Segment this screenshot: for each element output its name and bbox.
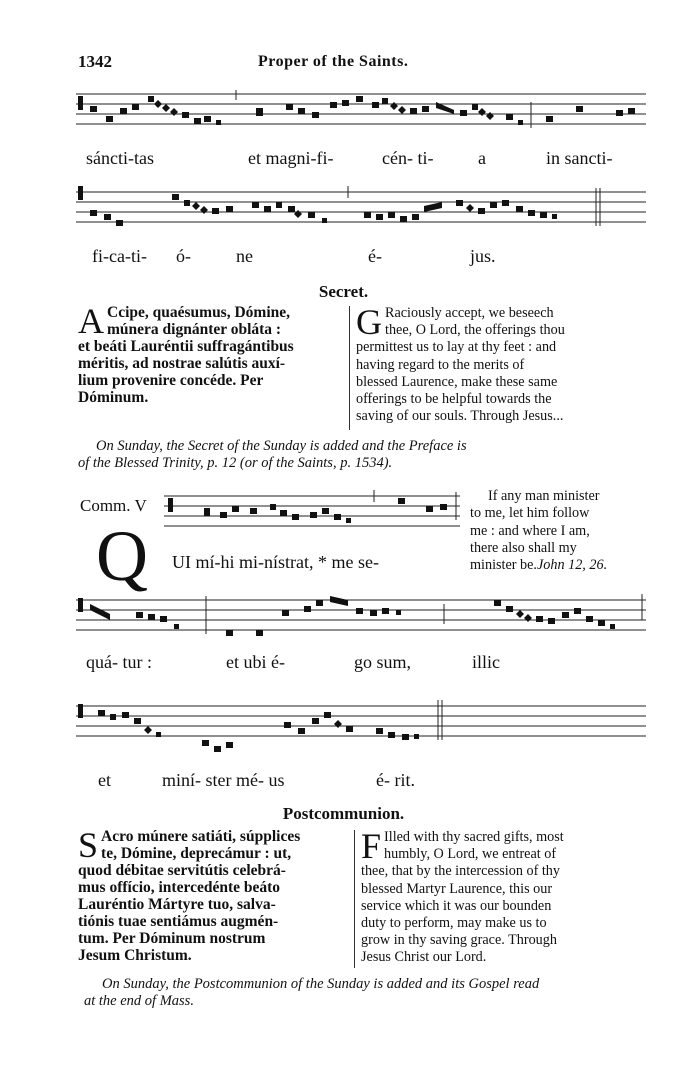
running-title: Proper of the Saints.: [258, 53, 409, 70]
english-line: thee, that by the intercession of thy: [361, 863, 560, 880]
communion-label: Comm. V: [80, 496, 147, 515]
english-line: humbly, O Lord, we entreat of: [384, 846, 557, 863]
secret-english: [356, 302, 646, 425]
english-line: permittest us to lay at thy feet : and: [356, 339, 557, 356]
postcommunion-english: [361, 826, 647, 967]
rubric-secret: [78, 438, 646, 472]
latin-line: Lauréntio Mártyre tuo, salva-: [78, 896, 276, 913]
english-line: thee, O Lord, the offerings thou: [385, 322, 565, 339]
english-line: blessed Laurence, make these same: [356, 373, 558, 390]
chant-staff-3: [76, 590, 646, 646]
chant-syllable: ó-: [176, 246, 191, 266]
english-line: having regard to the merits of: [356, 356, 525, 373]
latin-line: méritis, ad nostrae salútis auxí-: [78, 355, 286, 372]
page-number: 1342: [78, 52, 112, 71]
drop-cap: S: [78, 825, 99, 865]
latin-line: lium provenire concéde. Per: [78, 372, 264, 389]
rubric-line: at the end of Mass.: [84, 993, 194, 1009]
chant-staff-4: [76, 696, 646, 760]
english-line: [470, 557, 646, 574]
latin-line: Ccipe, quaésumus, Dómine,: [107, 304, 291, 321]
drop-cap: F: [361, 826, 382, 866]
latin-line: tum. Per Dóminum nostrum: [78, 930, 266, 947]
chant-syllable: in sancti-: [546, 148, 613, 168]
english-line: offerings to be helpful towards the: [356, 391, 552, 408]
latin-line: múnera dignánter obláta :: [107, 321, 282, 338]
chant-syllable: et ubi é-: [226, 652, 285, 672]
english-line: saving of our souls. Through Jesus...: [356, 408, 564, 425]
postcommunion-latin: [78, 825, 348, 964]
chant-syllable: cén- ti-: [382, 148, 434, 168]
scripture-reference: John 12, 26.: [536, 557, 608, 574]
english-line: blessed Martyr Laurence, this our: [361, 880, 553, 897]
chant-syllable: et: [98, 770, 111, 790]
drop-cap: A: [78, 301, 104, 341]
english-line: Illed with thy sacred gifts, most: [384, 829, 564, 845]
communion-initial: Q: [96, 516, 148, 596]
secret-latin: [78, 301, 342, 406]
chant-syllable: jus.: [470, 246, 496, 266]
chant-staff-2: [76, 180, 646, 240]
english-line: If any man minister: [488, 488, 600, 504]
rubric-postcommunion: [84, 976, 650, 1010]
english-line: to me, let him follow: [470, 505, 590, 522]
column-divider: [354, 830, 355, 968]
rubric-line: On Sunday, the Postcommunion of the Sunday is added and its Gospel read: [102, 976, 540, 992]
latin-line: tiónis tuae sentiámus augmén-: [78, 913, 279, 930]
chant-syllable: fi-ca-ti-: [92, 246, 147, 266]
latin-line: Acro múnere satiáti, súpplices: [101, 828, 301, 845]
chant-syllable: go sum,: [354, 652, 412, 672]
chant-syllable: ne: [236, 246, 253, 266]
english-line: there also shall my: [470, 539, 577, 556]
latin-line: mus offício, intercedénte beáto: [78, 879, 281, 896]
chant-staff-communion: [164, 488, 460, 542]
rubric-line: of the Blessed Trinity, p. 12 (or of the Saints, p. 1534).: [78, 455, 393, 471]
english-line-end: minister be.: [470, 557, 537, 574]
chant-syllable: miní- ster mé- us: [162, 770, 285, 790]
secret-heading: Secret.: [318, 282, 369, 301]
chant-syllable: et magni-fi-: [248, 148, 334, 168]
chant-syllable: é-: [368, 246, 382, 266]
chant-staff-1: [76, 82, 646, 142]
rubric-line: On Sunday, the Secret of the Sunday is added and the Preface is: [96, 438, 467, 454]
english-line: duty to perform, may make us to: [361, 915, 547, 932]
postcommunion-heading: Postcommunion.: [282, 804, 405, 823]
english-line: Raciously accept, we beseech: [385, 305, 554, 321]
latin-line: et beáti Lauréntii suffragántibus: [78, 338, 294, 355]
chant-syllable: a: [478, 148, 486, 168]
english-line: Jesus Christ our Lord.: [361, 949, 487, 966]
chant-syllable: sáncti-tas: [86, 148, 154, 168]
chant-syllable: UI mí-hi mi-nístrat, * me se-: [172, 552, 379, 572]
latin-line: quod débitae servitútis celebrá-: [78, 862, 286, 879]
latin-line: te, Dómine, deprecámur : ut,: [101, 845, 292, 862]
drop-cap: G: [356, 302, 382, 342]
chant-syllable: quá- tur :: [86, 652, 152, 672]
english-line: grow in thy saving grace. Through: [361, 932, 557, 949]
column-divider: [349, 306, 350, 430]
english-line: me : and where I am,: [470, 522, 590, 539]
english-line: service which it was our bounden: [361, 897, 552, 914]
latin-line: Jesum Christum.: [78, 947, 192, 964]
latin-line: Dóminum.: [78, 389, 149, 406]
chant-syllable: é- rit.: [376, 770, 415, 790]
chant-syllable: illic: [472, 652, 500, 672]
communion-english: [470, 488, 646, 574]
